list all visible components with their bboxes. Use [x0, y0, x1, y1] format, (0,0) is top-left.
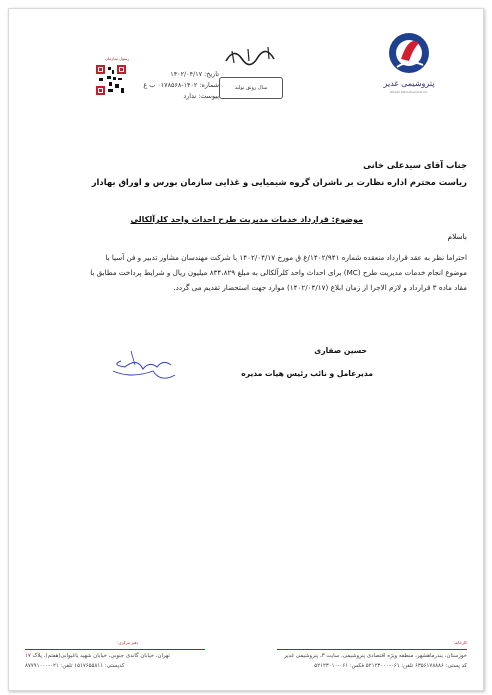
footer-divider-right	[277, 649, 467, 650]
office-contact: کدپستی: ۱۵۱۷۶۵۵۸۱۱ تلفن: ۰۲۱-۸۷۷۹۱۰۰۰	[25, 663, 125, 669]
attachment-value: ندارد	[183, 92, 197, 100]
recipient-name: جناب آقای سیدعلی خانی	[363, 160, 467, 170]
number-row: شماره: ۱۴۰۲-۰۱۷۸۵۶۸ ب غ	[143, 81, 219, 89]
factory-address: خوزستان، بندرماهشهر، منطقه ویژه اقتصادی پتروشیمی، سایت ۳، پتروشیمی غدیر	[283, 653, 467, 659]
signature-icon	[91, 339, 201, 389]
year-slogan-seal: سال رونق تولید	[219, 77, 283, 99]
office-label: دفتر مرکزی:	[117, 640, 139, 645]
signer-title: مدیرعامل و نائب رئیس هیات مدیره	[241, 369, 373, 378]
company-sub-name: Ghadir Petrochemical Co.	[390, 90, 428, 94]
body-line-1: احتراما نظر به عقد قرارداد منعقده شماره ۱۴۰۲/۹۴۱/غ ق مورخ ۱۴۰۲/۰۴/۱۷ با شرکت مهندسان مشاور تدبیر و فن آسیا با	[105, 253, 467, 262]
number-value: ۱۴۰۲-۰۱۷۸۵۶۸ ب غ	[143, 81, 198, 89]
signer-name: حسین صفاری	[314, 346, 367, 355]
factory-contact: کد پستی: ۶۳۵۶۱۷۸۸۸۶ تلفن: ۰۶۱-۵۲۱۲۳۰۰۰ فکس: ۰۶۱-۵۲۱۲۳۰۱۰	[314, 663, 467, 669]
letter-meta	[131, 69, 219, 102]
office-address: تهران، خیابان گاندی جنوبی، خیابان شهید یاغیوانی(هفتم)، پلاک ۱۷	[25, 653, 170, 659]
company-name: پتروشیمی غدیر	[383, 79, 435, 88]
factory-label: کارخانه:	[453, 640, 467, 645]
qr-code-icon	[95, 64, 127, 96]
letter-subject: موضوع: قرارداد خدمات مدیریت طرح احداث واحد کلرآلکالی	[130, 215, 363, 224]
ghadir-logo-icon	[379, 29, 439, 79]
qr-title: رسول سازمان	[105, 56, 130, 61]
company-logo	[379, 29, 439, 94]
body-line-2: موضوع انجام خدمات مدیریت طرح (MC) برای احداث واحد کلرآلکالی به مبلغ ۸۳۴،۸۲۹ میلیون ریال و شرایط پرداخت مطابق با	[90, 268, 467, 277]
recipient-title: ریاست محترم اداره نظارت بر ناشران گروه شیمیایی و غذایی سازمان بورس و اوراق بهادار	[91, 177, 467, 187]
date-row: تاریخ: ۱۴۰۲/۰۴/۱۷	[170, 70, 219, 78]
date-value: ۱۴۰۲/۰۴/۱۷	[170, 70, 203, 78]
letter-body	[27, 250, 467, 295]
letter-page	[8, 8, 484, 691]
attachment-row: پیوست: ندارد	[183, 92, 219, 100]
body-line-3: مقاد ماده ۳ قرارداد و لازم الاجرا از زمان ابلاغ (۱۴۰۲/۰۴/۱۷) موارد جهت استحضار تقدیم می گردد.	[173, 283, 467, 292]
greeting: باسلام	[447, 232, 467, 241]
footer-divider-left	[25, 649, 205, 650]
